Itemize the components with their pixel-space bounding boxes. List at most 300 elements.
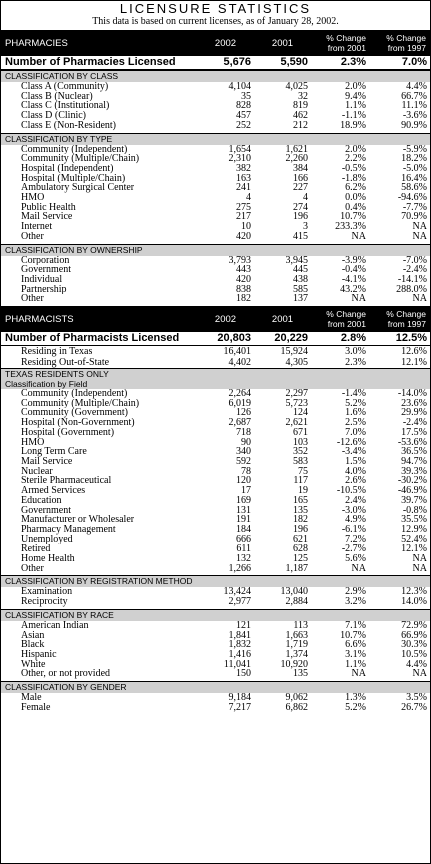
change-from-1997: 72.9% — [401, 619, 427, 631]
row-label: Community (Government) — [21, 408, 128, 419]
change-from-2001: -4.1% — [341, 273, 366, 285]
change-from-2001: 4.9% — [345, 514, 366, 526]
change-from-1997: 14.0% — [401, 596, 427, 608]
row-label: Public Health — [21, 202, 76, 213]
header-change-1997: % Change from 1997 — [386, 33, 426, 53]
change-from-1997: NA — [412, 668, 427, 680]
value-2002: 3,793 — [228, 254, 251, 266]
total-2001: 5,590 — [280, 56, 308, 68]
page-subtitle: This data is based on current licenses, as of January 28, 2002. — [92, 16, 339, 27]
change-from-2001: -1.8% — [341, 172, 366, 184]
value-2002: 184 — [236, 523, 251, 535]
change-from-1997: 35.5% — [401, 514, 427, 526]
page-title: LICENSURE STATISTICS — [119, 1, 312, 16]
table-row — [1, 669, 430, 679]
value-2001: 137 — [293, 293, 308, 305]
value-2001: 415 — [293, 230, 308, 242]
row-label: Other — [21, 294, 44, 305]
change-from-2001: -6.1% — [341, 523, 366, 535]
header-change-2001: % Change from 2001 — [326, 309, 366, 330]
change-from-2001: 5.6% — [345, 553, 366, 565]
value-2002: 1,832 — [228, 639, 251, 651]
row-label: Class B (Nuclear) — [21, 91, 93, 102]
value-2002: 191 — [236, 514, 251, 526]
change-from-2001: 2.9% — [345, 586, 366, 598]
change-from-1997: -3.6% — [402, 110, 427, 122]
change-from-2001: 9.4% — [345, 90, 366, 102]
pharmacies-total-row — [1, 56, 430, 70]
change-from-1997: 3.5% — [406, 692, 427, 704]
value-2001: 1,374 — [285, 648, 308, 660]
change-from-2001: 1.6% — [345, 407, 366, 419]
row-label: Retired — [21, 544, 51, 555]
change-from-2001: 1.5% — [345, 455, 366, 467]
change-from-2001: 7.2% — [345, 533, 366, 545]
row-label: Community (Independent) — [21, 144, 128, 155]
value-2001: 2,621 — [285, 417, 308, 429]
change-from-1997: 12.9% — [401, 523, 427, 535]
value-2001: 1,621 — [285, 143, 308, 155]
value-2002: 1,266 — [228, 562, 251, 574]
value-2002: 718 — [236, 426, 251, 438]
value-2001: 819 — [293, 100, 308, 112]
value-2002: 217 — [236, 211, 251, 223]
value-2001: 75 — [298, 465, 308, 477]
change-from-2001: -3.9% — [341, 254, 366, 266]
classification-group — [1, 244, 430, 307]
change-from-1997: -7.7% — [402, 201, 427, 213]
change-from-2001: -10.5% — [336, 485, 366, 497]
change-from-2001: 0.4% — [345, 201, 366, 213]
change-from-1997: 16.4% — [401, 172, 427, 184]
change-from-1997: 12.6% — [401, 346, 427, 358]
row-label: American Indian — [21, 620, 89, 631]
residence-rows — [1, 346, 430, 368]
value-2001: 583 — [293, 455, 308, 467]
classification-heading-label: CLASSIFICATION BY TYPE — [5, 133, 113, 144]
row-label: Nuclear — [21, 466, 53, 477]
row-label: Mail Service — [21, 456, 73, 467]
change-from-2001: 6.2% — [345, 182, 366, 194]
value-2002: 592 — [236, 455, 251, 467]
value-2001: 2,884 — [285, 596, 308, 608]
change-from-2001: 1.1% — [345, 658, 366, 670]
classification-heading — [1, 133, 430, 145]
change-from-1997: NA — [412, 553, 427, 565]
change-from-2001: 4.0% — [345, 465, 366, 477]
value-2001: 462 — [293, 110, 308, 122]
classification-group — [1, 575, 430, 608]
classification-group — [1, 70, 430, 133]
row-label: Class A (Community) — [21, 82, 109, 92]
row-label: Manufacturer or Wholesaler — [21, 515, 135, 525]
header-year-2001: 2001 — [271, 37, 294, 49]
total-2001: 20,229 — [274, 332, 308, 345]
row-label: Home Health — [21, 554, 75, 564]
value-2001: 5,723 — [285, 397, 308, 409]
value-2001: 165 — [293, 494, 308, 506]
change-from-2001: NA — [351, 230, 366, 242]
change-from-2001: -12.6% — [336, 436, 366, 448]
value-2002: 78 — [241, 465, 251, 477]
change-from-2001: 6.6% — [345, 639, 366, 651]
value-2001: 384 — [293, 162, 308, 174]
classification-group — [1, 681, 430, 714]
value-2001: 196 — [293, 523, 308, 535]
change-from-1997: -0.8% — [402, 504, 427, 516]
value-2002: 1,416 — [228, 648, 251, 660]
change-from-1997: -5.9% — [402, 143, 427, 155]
row-label: Class E (Non-Resident) — [21, 120, 116, 131]
change-from-2001: 233.3% — [335, 221, 366, 233]
value-2002: 120 — [236, 475, 251, 487]
header-change-1997: % Change from 1997 — [386, 309, 426, 330]
row-label: Residing in Texas — [21, 346, 93, 358]
value-2002: 457 — [236, 110, 251, 122]
change-from-1997: 12.3% — [401, 586, 427, 598]
value-2001: 125 — [293, 553, 308, 565]
change-from-2001: -3.0% — [341, 504, 366, 516]
value-2002: 2,310 — [228, 153, 251, 165]
value-2002: 7,217 — [228, 701, 251, 713]
change-from-1997: 23.6% — [401, 397, 427, 409]
value-2002: 121 — [236, 619, 251, 631]
change-from-1997: NA — [412, 230, 427, 242]
change-from-1997: -46.9% — [397, 485, 427, 497]
change-from-1997: 39.3% — [401, 465, 427, 477]
row-label: Examination — [21, 587, 73, 598]
table-row — [1, 564, 430, 574]
row-label: Individual — [21, 274, 63, 285]
row-label: Internet — [21, 222, 53, 232]
value-2001: 4,025 — [285, 81, 308, 92]
row-label: Sterile Pharmaceutical — [21, 476, 112, 487]
row-label: Hospital (Independent) — [21, 163, 114, 174]
total-change-2001: 2.3% — [340, 56, 366, 68]
table-row — [1, 294, 430, 304]
change-from-1997: -2.4% — [402, 417, 427, 429]
change-from-2001: 3.2% — [345, 596, 366, 608]
value-2002: 420 — [236, 230, 251, 242]
value-2002: 13,424 — [223, 586, 251, 598]
change-from-2001: 2.6% — [345, 475, 366, 487]
value-2002: 252 — [236, 119, 251, 131]
classification-heading-label: CLASSIFICATION BY RACE — [5, 609, 114, 620]
row-label: Community (Independent) — [21, 389, 128, 399]
row-label: Corporation — [21, 255, 70, 266]
change-from-2001: NA — [351, 293, 366, 305]
row-label: Long Term Care — [21, 447, 87, 457]
row-label: Community (Multiple/Chain) — [21, 154, 140, 164]
value-2001: 103 — [293, 436, 308, 448]
change-from-2001: 2.4% — [345, 494, 366, 506]
change-from-2001: -0.5% — [341, 162, 366, 174]
value-2002: 163 — [236, 172, 251, 184]
header-year-2002: 2002 — [214, 37, 237, 49]
row-label: Hospital (Non-Government) — [21, 418, 135, 428]
value-2001: 166 — [293, 172, 308, 184]
header-year-2002: 2002 — [214, 313, 237, 325]
value-2001: 2,297 — [285, 388, 308, 400]
pharmacists-groups — [1, 368, 430, 714]
row-label: Mail Service — [21, 212, 73, 223]
classification-subheading: Classification by Field — [5, 379, 88, 390]
value-2001: 135 — [293, 668, 308, 680]
classification-heading-label: CLASSIFICATION BY CLASS — [5, 71, 119, 81]
change-from-1997: 66.9% — [401, 629, 427, 641]
table-row — [1, 357, 430, 368]
value-2001: 3 — [303, 221, 308, 233]
value-2001: 585 — [293, 283, 308, 295]
change-from-1997: 52.4% — [401, 533, 427, 545]
value-2002: 126 — [236, 407, 251, 419]
value-2002: 275 — [236, 201, 251, 213]
classification-group — [1, 609, 430, 681]
change-from-1997: -7.0% — [402, 254, 427, 266]
pharmacies-header-label: PHARMACIES — [5, 37, 68, 49]
value-2002: 4 — [246, 192, 251, 204]
change-from-2001: 2.5% — [345, 417, 366, 429]
classification-heading-label: CLASSIFICATION BY OWNERSHIP — [5, 244, 143, 255]
value-2002: 1,841 — [228, 629, 251, 641]
row-label: Partnership — [21, 284, 67, 295]
header-year-2001: 2001 — [271, 313, 294, 325]
pharmacists-total-row — [1, 332, 430, 346]
change-from-1997: -14.0% — [397, 388, 427, 400]
change-from-1997: 70.9% — [401, 211, 427, 223]
change-from-2001: 3.1% — [345, 648, 366, 660]
value-2001: 10,920 — [280, 658, 308, 670]
value-2002: 150 — [236, 668, 251, 680]
value-2001: 445 — [293, 264, 308, 276]
total-change-1997: 7.0% — [401, 56, 427, 68]
value-2001: 212 — [293, 119, 308, 131]
row-label: Reciprocity — [21, 597, 68, 607]
change-from-2001: 10.7% — [340, 629, 366, 641]
total-label: Number of Pharmacies Licensed — [5, 56, 176, 68]
value-2001: 182 — [293, 514, 308, 526]
value-2002: 611 — [236, 543, 251, 555]
change-from-2001: -1.4% — [341, 388, 366, 400]
value-2002: 2,264 — [228, 388, 251, 400]
table-row — [1, 121, 430, 131]
pharmacists-header-label: PHARMACISTS — [5, 313, 74, 325]
row-label: Armed Services — [21, 486, 86, 496]
change-from-2001: 2.0% — [345, 81, 366, 92]
row-label: Other — [21, 563, 44, 574]
change-from-1997: 17.5% — [401, 426, 427, 438]
value-2001: 135 — [293, 504, 308, 516]
value-2002: 1,654 — [228, 143, 251, 155]
value-2001: 438 — [293, 273, 308, 285]
change-from-1997: 66.7% — [401, 90, 427, 102]
row-label: Class D (Clinic) — [21, 111, 86, 121]
value-2001: 352 — [293, 446, 308, 458]
classification-heading-label: CLASSIFICATION BY REGISTRATION METHOD — [5, 576, 193, 587]
value-2002: 4,402 — [228, 357, 251, 369]
total-label: Number of Pharmacists Licensed — [5, 332, 180, 345]
change-from-1997: NA — [412, 221, 427, 233]
value-2002: 11,041 — [223, 658, 251, 670]
change-from-1997: 29.9% — [401, 407, 427, 419]
row-label: Other, or not provided — [21, 669, 111, 680]
value-2001: 3,945 — [285, 254, 308, 266]
value-2001: 124 — [293, 407, 308, 419]
table-row — [1, 346, 430, 357]
change-from-1997: 4.4% — [406, 658, 427, 670]
value-2001: 2,260 — [285, 153, 308, 165]
change-from-2001: 43.2% — [340, 283, 366, 295]
row-label: Asian — [21, 630, 45, 641]
classification-heading-label: CLASSIFICATION BY GENDER — [5, 682, 127, 693]
change-from-1997: 39.7% — [401, 494, 427, 506]
value-2002: 9,184 — [228, 692, 251, 704]
value-2002: 169 — [236, 494, 251, 506]
value-2002: 6,019 — [228, 397, 251, 409]
classification-group — [1, 368, 430, 575]
value-2001: 113 — [293, 619, 308, 631]
change-from-2001: 18.9% — [340, 119, 366, 131]
table-row — [1, 597, 430, 607]
value-2002: 828 — [236, 100, 251, 112]
value-2001: 1,719 — [285, 639, 308, 651]
total-2002: 20,803 — [217, 332, 251, 345]
change-from-1997: -14.1% — [397, 273, 427, 285]
value-2002: 241 — [236, 182, 251, 194]
total-change-1997: 12.5% — [395, 332, 427, 345]
value-2002: 182 — [236, 293, 251, 305]
value-2002: 132 — [236, 553, 251, 565]
classification-heading — [1, 244, 430, 256]
change-from-1997: 12.1% — [401, 357, 427, 369]
change-from-2001: -3.4% — [341, 446, 366, 458]
change-from-1997: -94.6% — [397, 192, 427, 204]
change-from-2001: NA — [351, 562, 366, 574]
pharmacies-header — [1, 30, 430, 56]
row-label: White — [21, 659, 46, 670]
change-from-1997: 10.5% — [401, 648, 427, 660]
change-from-2001: 5.2% — [345, 397, 366, 409]
change-from-2001: 1.1% — [345, 100, 366, 112]
value-2001: 274 — [293, 201, 308, 213]
row-label: Hispanic — [21, 649, 57, 660]
row-label: Male — [21, 693, 42, 703]
classification-group — [1, 133, 430, 244]
change-from-1997: 90.9% — [401, 119, 427, 131]
change-from-2001: NA — [351, 668, 366, 680]
row-label: Government — [21, 265, 71, 275]
value-2002: 2,977 — [228, 596, 251, 608]
change-from-2001: 7.0% — [345, 426, 366, 438]
change-from-2001: 0.0% — [345, 192, 366, 204]
change-from-1997: 12.1% — [401, 543, 427, 555]
classification-heading-label: TEXAS RESIDENTS ONLY — [5, 369, 109, 380]
change-from-1997: 4.4% — [406, 81, 427, 92]
change-from-1997: 36.5% — [401, 446, 427, 458]
value-2001: 13,040 — [280, 586, 308, 598]
change-from-1997: 58.6% — [401, 182, 427, 194]
change-from-2001: -0.4% — [341, 264, 366, 276]
header-change-2001: % Change from 2001 — [326, 33, 366, 53]
change-from-2001: 1.3% — [345, 692, 366, 704]
value-2002: 382 — [236, 162, 251, 174]
change-from-1997: -2.4% — [402, 264, 427, 276]
change-from-1997: 18.2% — [401, 153, 427, 165]
value-2002: 838 — [236, 283, 251, 295]
value-2002: 90 — [241, 436, 251, 448]
value-2002: 35 — [241, 90, 251, 102]
change-from-1997: 30.3% — [401, 639, 427, 651]
change-from-2001: 3.0% — [345, 346, 366, 358]
classification-heading — [1, 368, 430, 389]
value-2002: 420 — [236, 273, 251, 285]
row-label: Unemployed — [21, 534, 73, 545]
row-label: Hospital (Government) — [21, 427, 115, 438]
row-label: Ambulatory Surgical Center — [21, 183, 135, 194]
value-2002: 2,687 — [228, 417, 251, 429]
value-2002: 131 — [236, 504, 251, 516]
row-label: HMO — [21, 437, 45, 448]
change-from-1997: NA — [412, 293, 427, 305]
value-2001: 1,663 — [285, 629, 308, 641]
value-2001: 671 — [293, 426, 308, 438]
value-2001: 628 — [293, 543, 308, 555]
table-row — [1, 703, 430, 713]
value-2001: 196 — [293, 211, 308, 223]
row-label: Class C (Institutional) — [21, 101, 110, 112]
value-2001: 32 — [298, 90, 308, 102]
change-from-2001: 7.1% — [345, 619, 366, 631]
change-from-2001: -2.7% — [341, 543, 366, 555]
change-from-1997: 11.1% — [401, 100, 427, 112]
value-2001: 117 — [293, 475, 308, 487]
row-label: HMO — [21, 193, 45, 203]
pharmacists-header — [1, 306, 430, 332]
value-2002: 4,104 — [228, 81, 251, 92]
row-label: Residing Out-of-State — [21, 357, 110, 369]
value-2002: 16,401 — [223, 346, 251, 358]
row-label: Hospital (Multiple/Chain) — [21, 173, 126, 184]
value-2001: 621 — [293, 533, 308, 545]
change-from-1997: NA — [412, 562, 427, 574]
value-2001: 4,305 — [285, 357, 308, 369]
change-from-1997: -5.0% — [402, 162, 427, 174]
row-label: Community (Multiple/Chain) — [21, 398, 140, 409]
table-row — [1, 232, 430, 242]
row-label: Female — [21, 702, 51, 713]
row-label: Black — [21, 640, 45, 650]
change-from-2001: 2.0% — [345, 143, 366, 155]
change-from-2001: 2.3% — [345, 357, 366, 369]
total-change-2001: 2.8% — [340, 332, 366, 345]
change-from-1997: 288.0% — [396, 283, 427, 295]
value-2001: 227 — [293, 182, 308, 194]
row-label: Pharmacy Management — [21, 524, 116, 535]
change-from-2001: 2.2% — [345, 153, 366, 165]
row-label: Government — [21, 505, 71, 516]
change-from-2001: 5.2% — [345, 701, 366, 713]
change-from-1997: -30.2% — [397, 475, 427, 487]
value-2002: 17 — [241, 485, 251, 497]
change-from-1997: -53.6% — [397, 436, 427, 448]
value-2001: 6,862 — [285, 701, 308, 713]
total-2002: 5,676 — [223, 56, 251, 68]
row-label: Education — [21, 495, 62, 506]
change-from-1997: 26.7% — [401, 701, 427, 713]
value-2002: 666 — [236, 533, 251, 545]
change-from-2001: 10.7% — [340, 211, 366, 223]
value-2001: 9,062 — [285, 692, 308, 704]
